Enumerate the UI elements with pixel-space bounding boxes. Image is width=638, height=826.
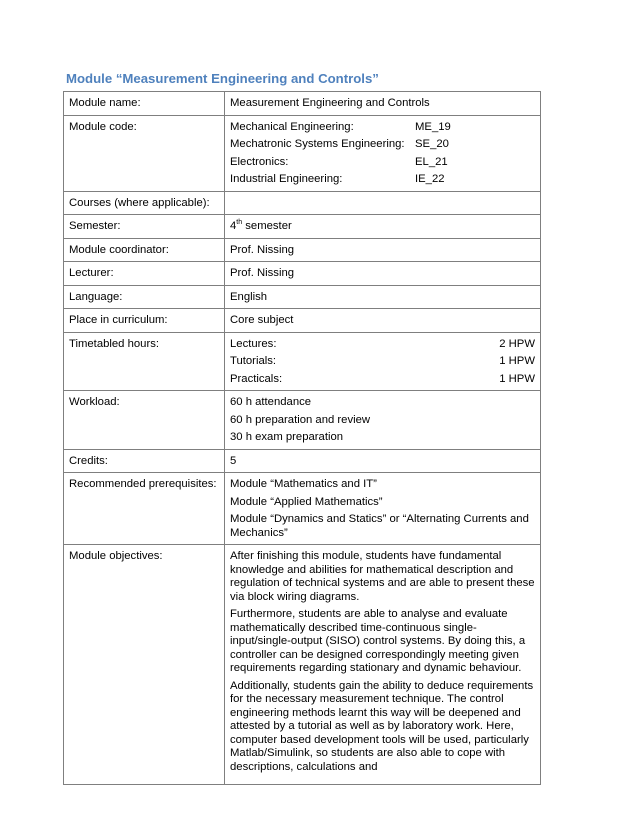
semester-ordinal: th xyxy=(236,219,243,227)
coordinator-value: Prof. Nissing xyxy=(225,238,541,262)
session-hours: 1 HPW xyxy=(499,372,535,385)
program-name: Mechanical Engineering: xyxy=(230,120,354,133)
semester-value xyxy=(225,215,541,239)
workload-label: Workload: xyxy=(64,391,225,450)
semester-number: 4 xyxy=(230,220,237,232)
program-code: ME_19 xyxy=(415,120,451,133)
program-name: Industrial Engineering: xyxy=(230,173,343,185)
session-hours: 2 HPW xyxy=(499,337,535,350)
objectives-paragraph: Additionally, students gain the ability to deduce requirements for the necessary measurement technique. The control engineering methods learnt this way will be deepened and attested by a tutorial as well as by laboratory work. Here, computer based development tools will be used, particularly Matlab/Simulink, so students are also able to cope with descriptions, calculations and xyxy=(230,679,534,773)
workload-value xyxy=(225,391,541,450)
lecturer-value: Prof. Nissing xyxy=(225,262,541,286)
module-table xyxy=(63,91,541,785)
prerequisites-label: Recommended prerequisites: xyxy=(64,473,225,545)
place-value: Core subject xyxy=(225,309,541,333)
prerequisite-line: Module “Dynamics and Statics” or “Alternating Currents and Mechanics” xyxy=(230,513,529,539)
table-row xyxy=(64,92,541,116)
table-row xyxy=(64,191,541,215)
courses-label: Courses (where applicable): xyxy=(64,191,225,215)
courses-value xyxy=(225,191,541,215)
table-row xyxy=(64,115,541,191)
session-type: Lectures: xyxy=(230,337,277,350)
coordinator-label: Module coordinator: xyxy=(64,238,225,262)
workload-line: 30 h exam preparation xyxy=(230,431,344,443)
program-name: Mechatronic Systems Engineering: xyxy=(230,138,405,150)
session-type: Tutorials: xyxy=(230,355,277,367)
objectives-value xyxy=(225,545,541,785)
module-name-value: Measurement Engineering and Controls xyxy=(225,92,541,116)
table-row xyxy=(64,309,541,333)
semester-text: semester xyxy=(242,220,292,232)
program-code: IE_22 xyxy=(415,173,445,185)
session-hours: 1 HPW xyxy=(499,355,535,367)
lecturer-label: Lecturer: xyxy=(64,262,225,286)
module-name-label: Module name: xyxy=(64,92,225,116)
objectives-paragraph: Furthermore, students are able to analyse and evaluate mathematically described time-continuous single-input/single-output (SISO) control systems. By doing this, a controller can be designed correspondingly meeting given requirements regarding stationary and dynamic behaviour. xyxy=(230,608,526,674)
timetabled-label: Timetabled hours: xyxy=(64,332,225,391)
workload-line: 60 h attendance xyxy=(230,396,312,408)
table-row xyxy=(64,238,541,262)
credits-value: 5 xyxy=(225,449,541,473)
table-row xyxy=(64,391,541,450)
table-row xyxy=(64,215,541,239)
module-title: Module “Measurement Engineering and Controls” xyxy=(66,71,379,86)
table-row xyxy=(64,332,541,391)
prerequisite-line: Module “Applied Mathematics” xyxy=(230,495,383,508)
language-value: English xyxy=(225,285,541,309)
module-code-value xyxy=(225,115,541,191)
module-code-label: Module code: xyxy=(64,115,225,191)
prerequisites-value xyxy=(225,473,541,545)
credits-label: Credits: xyxy=(64,449,225,473)
place-label: Place in curriculum: xyxy=(64,309,225,333)
program-code: SE_20 xyxy=(415,138,449,150)
table-row xyxy=(64,545,541,785)
timetabled-value xyxy=(225,332,541,391)
objectives-paragraph: After finishing this module, students have fundamental knowledge and abilities for mathematical description and regulation of technical systems and are able to present these via block wiring diagrams. xyxy=(230,550,535,603)
program-code: EL_21 xyxy=(415,155,448,168)
table-row xyxy=(64,262,541,286)
objectives-label: Module objectives: xyxy=(64,545,225,785)
prerequisite-line: Module “Mathematics and IT” xyxy=(230,478,377,490)
semester-label: Semester: xyxy=(64,215,225,239)
program-name: Electronics: xyxy=(230,155,289,168)
table-row xyxy=(64,449,541,473)
workload-line: 60 h preparation and review xyxy=(230,413,371,426)
language-label: Language: xyxy=(64,285,225,309)
table-row xyxy=(64,473,541,545)
session-type: Practicals: xyxy=(230,372,283,385)
table-row xyxy=(64,285,541,309)
